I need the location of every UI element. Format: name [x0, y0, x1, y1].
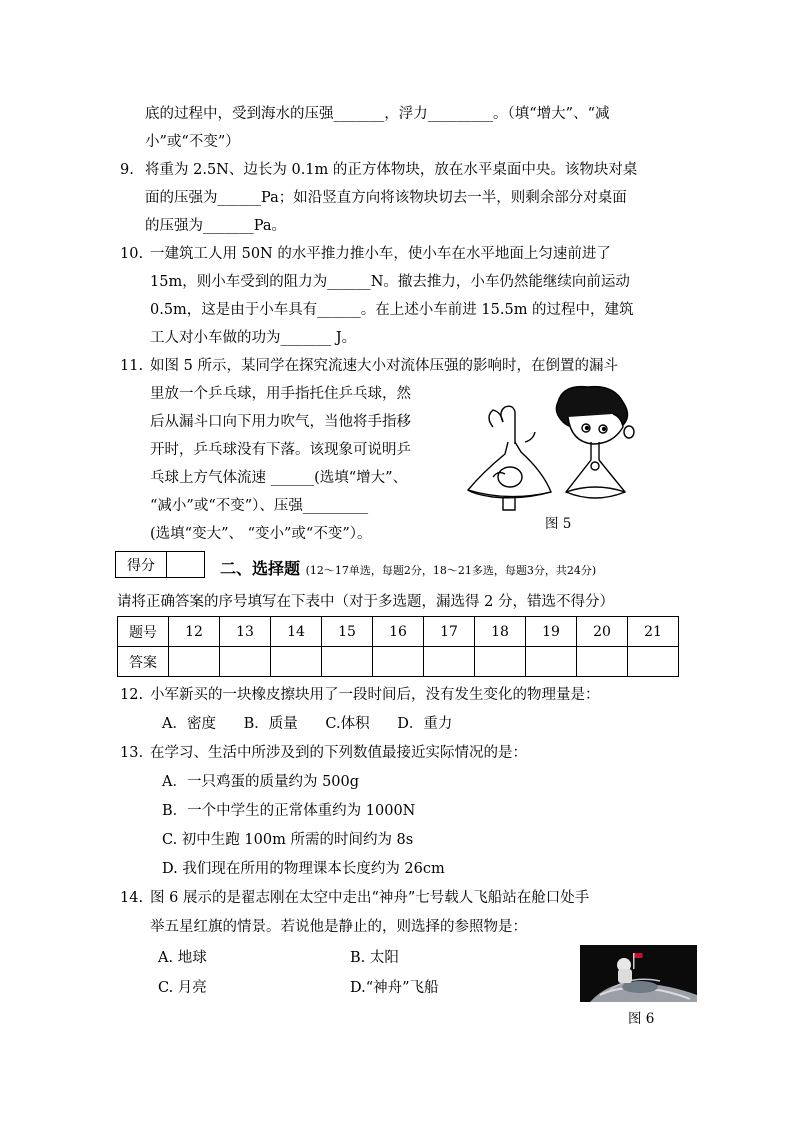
section-note: (12～17单选，每题2分，18～21多选，每题3分，共24分) — [305, 564, 597, 577]
table-cell-number: 17 — [424, 617, 475, 647]
q11-line4: 开时，乒乓球没有下落。该现象可说明乒 — [150, 442, 411, 458]
q13-option-a: A．一只鸡蛋的质量约为 500g — [162, 774, 360, 790]
q14-option-a: A. 地球 — [158, 950, 207, 966]
table-cell-answer[interactable] — [373, 647, 424, 677]
section-instruction: 请将正确答案的序号填写在下表中（对于多选题，漏选得 2 分，错选不得分） — [117, 594, 614, 610]
table-cell-answer[interactable] — [271, 647, 322, 677]
q12-number: 12. — [120, 687, 144, 703]
q9-line1: 将重为 2.5N、边长为 0.1m 的正方体物块，放在水平桌面中央。该物块对桌 — [145, 162, 638, 178]
q11-line2: 里放一个乒乓球，用手指托住乒乓球，然 — [150, 386, 411, 402]
table-header-label: 题号 — [118, 617, 169, 647]
answer-table — [117, 616, 679, 677]
q13-stem: 在学习、生活中所涉及到的下列数值最接近实际情况的是： — [150, 745, 527, 761]
q10-line1: 一建筑工人用 50N 的水平推力推小车，使小车在水平地面上匀速前进了 — [150, 246, 611, 262]
score-label: 得分 — [116, 552, 167, 577]
q9-line3: 的压强为_______Pa。 — [145, 218, 286, 234]
figure-5-caption: 图 5 — [545, 516, 572, 532]
q11-number: 11. — [120, 358, 144, 374]
table-cell-answer[interactable] — [220, 647, 271, 677]
q14-line1: 图 6 展示的是翟志刚在太空中走出“神舟”七号载人飞船站在舱口处手 — [150, 890, 590, 906]
table-cell-number: 19 — [526, 617, 577, 647]
q14-option-b: B. 太阳 — [350, 950, 399, 966]
table-cell-number: 21 — [628, 617, 679, 647]
q12-stem: 小军新买的一块橡皮擦块用了一段时间后，没有发生变化的物理量是： — [150, 687, 600, 703]
score-blank-cell — [167, 552, 204, 577]
table-cell-number: 16 — [373, 617, 424, 647]
figure-6-photo — [580, 945, 697, 1002]
q13-number: 13. — [120, 745, 144, 761]
figure-6-caption: 图 6 — [628, 1011, 655, 1027]
q12-options: A．密度 B．质量 C.体积 D．重力 — [162, 716, 453, 732]
person-blowing-drawing — [556, 387, 634, 498]
table-cell-number: 15 — [322, 617, 373, 647]
table-cell-number: 12 — [169, 617, 220, 647]
q9-line2: 面的压强为______Pa；如沿竖直方向将该物块切去一半，则剩余部分对桌面 — [145, 190, 627, 206]
q13-option-c: C. 初中生跑 100m 所需的时间约为 8s — [162, 832, 414, 848]
q13-option-d: D. 我们现在所用的物理课本长度约为 26cm — [162, 861, 445, 877]
table-cell-answer[interactable] — [475, 647, 526, 677]
q8-line1: 底的过程中，受到海水的压强_______，浮力_________。（填“增大”、“减 — [145, 106, 610, 122]
table-cell-answer[interactable] — [526, 647, 577, 677]
q10-line2: 15m，则小车受到的阻力为______N。撤去推力，小车仍然能继续向前运动 — [150, 274, 630, 290]
q14-line2: 举五星红旗的情景。若说他是静止的，则选择的参照物是： — [150, 919, 527, 935]
funnel-hand-drawing — [468, 406, 551, 510]
table-cell-answer[interactable] — [424, 647, 475, 677]
table-cell-answer[interactable] — [577, 647, 628, 677]
q14-number: 14. — [120, 890, 144, 906]
q11-line6: “减小”或“不变”）、压强_________ — [150, 498, 369, 514]
table-cell-answer[interactable] — [628, 647, 679, 677]
q11-line1: 如图 5 所示，某同学在探究流速大小对流体压强的影响时，在倒置的漏斗 — [150, 358, 618, 374]
q8-line2: 小”或“不变”） — [145, 134, 240, 150]
q14-option-c: C. 月亮 — [158, 980, 207, 996]
q10-number: 10. — [120, 246, 144, 262]
table-row-numbers — [118, 617, 679, 647]
table-row-answers — [118, 647, 679, 677]
q10-line4: 工人对小车做的功为_______ J。 — [150, 330, 357, 346]
table-cell-number: 13 — [220, 617, 271, 647]
table-cell-number: 20 — [577, 617, 628, 647]
q11-line7: (选填“变大”、 “变小”或“不变”）。 — [150, 526, 372, 542]
q11-line5: 乓球上方气体流速 ______(选填“增大”、 — [150, 470, 408, 486]
q14-option-d: D.“神舟”飞船 — [350, 980, 439, 996]
q9-number: 9. — [120, 162, 134, 178]
table-cell-answer[interactable] — [169, 647, 220, 677]
q11-line3: 后从漏斗口向下用力吹气，当他将手指移 — [150, 414, 411, 430]
section-title — [220, 556, 596, 579]
score-box — [115, 551, 205, 578]
table-answer-label: 答案 — [118, 647, 169, 677]
figure-5-illustration — [463, 382, 643, 514]
table-cell-number: 18 — [475, 617, 526, 647]
table-cell-answer[interactable] — [322, 647, 373, 677]
q13-option-b: B．一个中学生的正常体重约为 1000N — [162, 803, 416, 819]
section-title-text: 二、选择题 — [220, 559, 301, 578]
q10-line3: 0.5m，这是由于小车具有______。在上述小车前进 15.5m 的过程中，建筑 — [150, 302, 634, 318]
table-cell-number: 14 — [271, 617, 322, 647]
